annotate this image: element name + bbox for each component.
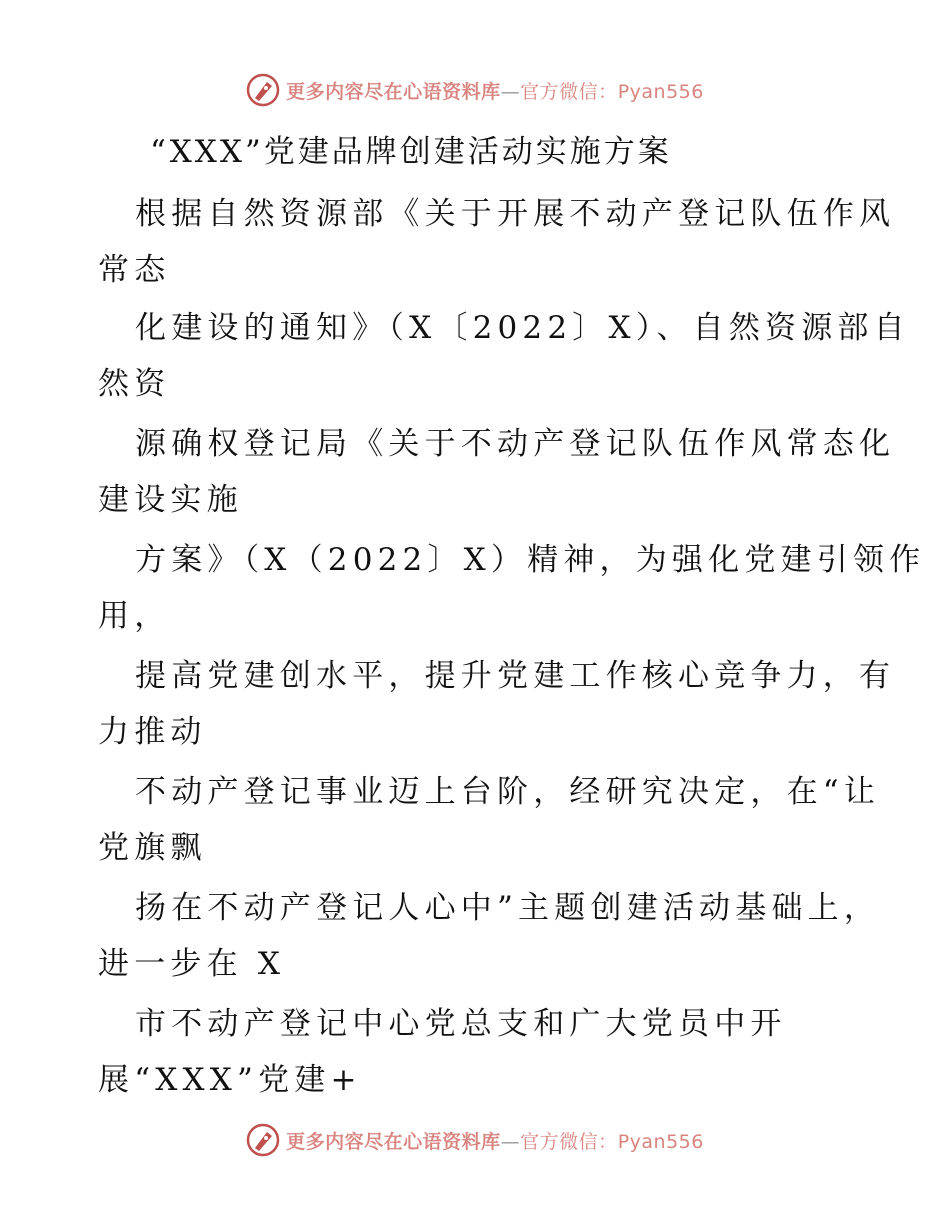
body-line-5: 源确权登记局《关于不动产登记队伍作风常态化 [135,426,896,462]
watermark-wechat-label: 官方微信： [520,80,618,103]
pen-nib-logo-icon [246,1123,280,1157]
watermark-dash: — [500,1130,521,1153]
watermark-wechat-id: Pyan556 [617,80,704,103]
body-line-15: 市不动产登记中心党总支和广大党员中开 [135,1006,787,1042]
watermark-text [286,77,704,104]
pen-nib-logo-icon [246,73,280,107]
watermark-site-name: 更多内容尽在心语资料库 [286,80,501,103]
watermark-banner-bottom [0,1120,950,1160]
watermark-wechat-label: 官方微信： [520,1130,618,1153]
body-line-1: 根据自然资源部《关于开展不动产登记队伍作风 [135,196,896,232]
body-line-13: 扬在不动产登记人心中”主题创建活动基础上， [135,890,881,926]
watermark-text [286,1127,704,1154]
watermark-site-name: 更多内容尽在心语资料库 [286,1130,501,1153]
body-line-7: 方案》（X（2022〕X）精神，为强化党建引领作 [135,542,926,578]
body-line-10: 力推动 [98,714,207,750]
body-line-8: 用， [98,598,171,634]
body-line-4: 然资 [98,366,171,402]
body-line-9: 提高党建创水平，提升党建工作核心竞争力，有 [135,658,896,694]
document-title: “XXX”党建品牌创建活动实施方案 [150,134,672,170]
watermark-dash: — [500,80,521,103]
body-line-3: 化建设的通知》（X〔2022〕X）、自然资源部自 [135,310,910,346]
body-line-6: 建设实施 [98,482,243,518]
watermark-wechat-id: Pyan556 [617,1130,704,1153]
body-line-14: 进一步在 X [98,946,286,982]
body-line-16: 展“XXX”党建+ [98,1062,362,1098]
watermark-banner-top [0,70,950,110]
body-line-11: 不动产登记事业迈上台阶，经研究决定，在“让 [135,774,881,810]
body-line-2: 常态 [98,252,171,288]
body-line-12: 党旗飘 [98,830,207,866]
